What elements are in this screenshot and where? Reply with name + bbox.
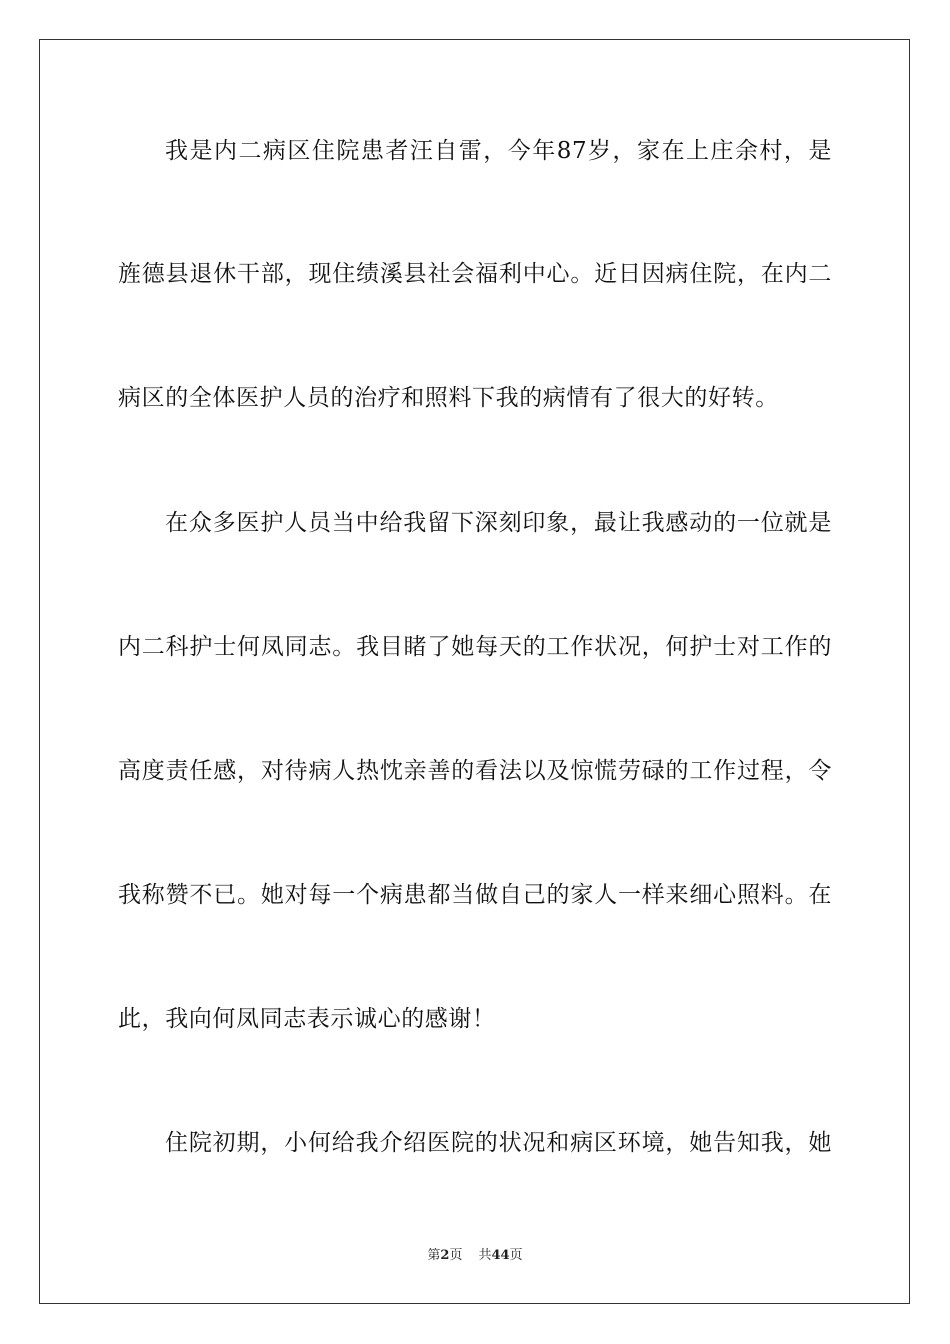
paragraph-2-line-2: 内二科护士何凤同志。我目睹了她每天的工作状况，何护士对工作的 — [118, 634, 832, 660]
total-suffix: 页 — [509, 1248, 523, 1263]
paragraph-1-line-3: 病区的全体医护人员的治疗和照料下我的病情有了很大的好转。 — [118, 385, 779, 411]
paragraph-1-line-1: 我是内二病区住院患者汪自雷，今年87岁，家在上庄余村，是 — [165, 138, 832, 164]
page-prefix: 第 — [427, 1248, 441, 1263]
paragraph-2-line-1: 在众多医护人员当中给我留下深刻印象，最让我感动的一位就是 — [165, 510, 832, 536]
page-footer — [0, 1248, 950, 1264]
paragraph-1-line-2: 旌德县退休干部，现住绩溪县社会福利中心。近日因病住院，在内二 — [118, 261, 832, 287]
paragraph-2-line-3: 高度责任感，对待病人热忱亲善的看法以及惊慌劳碌的工作过程，令 — [118, 758, 832, 784]
total-number: 44 — [491, 1248, 510, 1263]
page-number: 2 — [440, 1248, 450, 1263]
paragraph-3-line-1: 住院初期，小何给我介绍医院的状况和病区环境，她告知我，她 — [165, 1130, 832, 1156]
page-suffix: 页 — [449, 1248, 463, 1263]
paragraph-2-line-4: 我称赞不已。她对每一个病患都当做自己的家人一样来细心照料。在 — [118, 882, 832, 908]
paragraph-2-line-5: 此，我向何凤同志表示诚心的感谢！ — [118, 1006, 496, 1032]
total-pages-label — [478, 1248, 522, 1263]
page-number-label — [427, 1248, 462, 1263]
page-border — [39, 39, 910, 1304]
total-prefix: 共 — [478, 1248, 492, 1263]
